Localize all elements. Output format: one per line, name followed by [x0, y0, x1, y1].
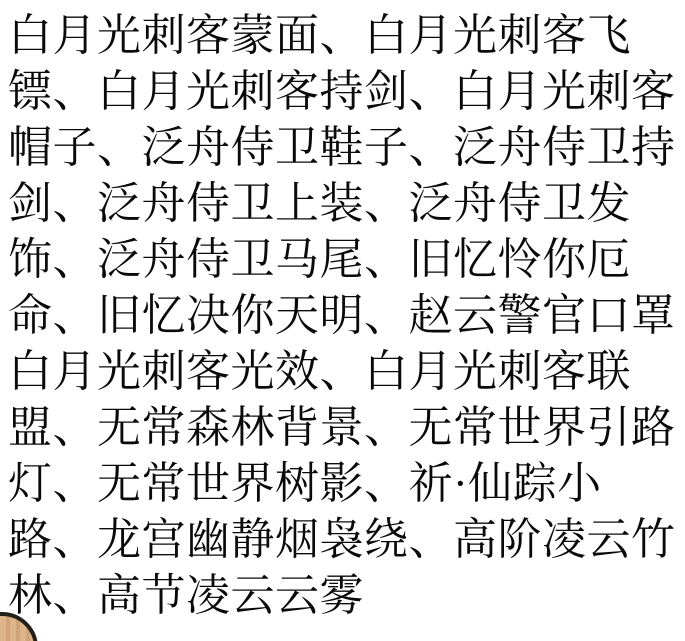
- item-name-list: [8, 8, 685, 624]
- text-line: 白月光刺客蒙面、白月光刺客飞: [8, 11, 631, 60]
- text-line: 帽子、泛舟侍卫鞋子、泛舟侍卫持: [8, 123, 676, 172]
- text-line: 剑、泛舟侍卫上装、泛舟侍卫发: [8, 179, 631, 228]
- text-line: 林、高节凌云云雾: [8, 571, 364, 620]
- text-line: 盟、无常森林背景、无常世界引路: [8, 403, 676, 452]
- text-line: 饰、泛舟侍卫马尾、旧忆怜你厄: [8, 235, 631, 284]
- text-line: 路、龙宫幽静烟袅绕、高阶凌云竹: [8, 515, 676, 564]
- text-line: 灯、无常世界树影、祈·仙踪小: [8, 459, 602, 508]
- text-line: 白月光刺客光效、白月光刺客联: [8, 347, 631, 396]
- text-line: 镖、白月光刺客持剑、白月光刺客: [8, 67, 676, 116]
- text-line: 命、旧忆决你天明、赵云警官口罩: [8, 291, 676, 340]
